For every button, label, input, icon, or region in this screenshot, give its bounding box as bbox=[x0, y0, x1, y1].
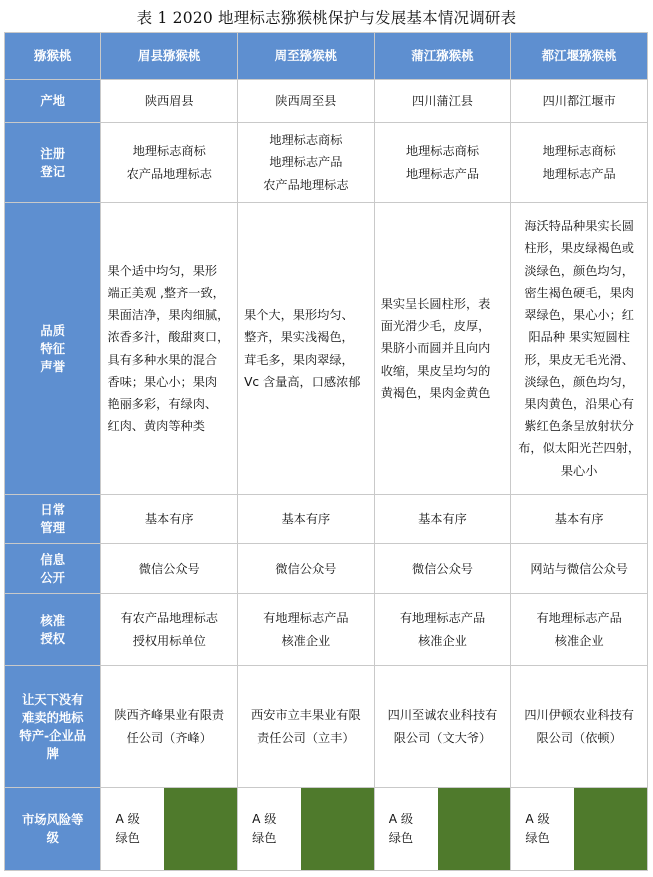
label-line: 核准 bbox=[40, 613, 66, 628]
row-origin bbox=[5, 80, 648, 123]
risk-level: A 级 bbox=[252, 812, 277, 826]
text-line: 面光滑少毛，皮厚， bbox=[380, 319, 491, 334]
cell-quality bbox=[374, 203, 511, 495]
text-line: 艳丽多彩，有绿肉、 bbox=[107, 396, 218, 411]
risk-color-name: 绿色 bbox=[115, 831, 140, 845]
header-row-label: 猕猴桃 bbox=[5, 33, 101, 80]
cell-authorization bbox=[374, 594, 511, 666]
text-line: 农产品地理标志 bbox=[263, 177, 349, 192]
cell-registration bbox=[238, 123, 375, 203]
row-quality bbox=[5, 203, 648, 495]
text-line: 密生褐色硬毛，果肉 bbox=[524, 285, 634, 300]
text-line: 香味；果心小；果肉 bbox=[107, 374, 218, 389]
risk-level: A 级 bbox=[115, 812, 140, 826]
cell-origin: 陕西眉县 bbox=[101, 80, 238, 123]
risk-color-name: 绿色 bbox=[388, 831, 414, 845]
text-line: 海沃特品种果实长圆 bbox=[524, 219, 634, 234]
row-registration bbox=[5, 123, 648, 203]
cell-brand bbox=[511, 666, 648, 788]
text-line: 授权用标单位 bbox=[132, 633, 206, 648]
text-line: 有地理标志产品 bbox=[399, 611, 486, 626]
text-line: 地理标志产品 bbox=[542, 166, 616, 181]
text-line: 四川伊顿农业科技有 bbox=[524, 708, 634, 723]
row-management bbox=[5, 495, 648, 544]
text-line: Vc 含量高，口感浓郁 bbox=[244, 374, 361, 389]
cell-authorization bbox=[101, 594, 238, 666]
text-line: 四川至诚农业科技有 bbox=[387, 708, 498, 723]
text-line: 有农产品地理标志 bbox=[120, 611, 218, 626]
text-line: 柱形，果皮绿褐色或 bbox=[524, 241, 634, 256]
text-line: 黄褐色，果肉金黄色 bbox=[380, 385, 491, 400]
risk-swatch bbox=[574, 788, 647, 870]
text-line: 陕西齐峰果业有限责 bbox=[114, 708, 225, 723]
cell-quality bbox=[101, 203, 238, 495]
risk-text bbox=[511, 788, 574, 870]
text-line: 限公司（依顿） bbox=[536, 730, 622, 745]
text-line: 核准企业 bbox=[281, 633, 331, 648]
cell-risk bbox=[511, 788, 648, 871]
label-line: 难卖的地标 bbox=[21, 710, 84, 725]
text-line: 形，果皮无毛光滑、 bbox=[524, 352, 634, 367]
text-line: 整齐，果实浅褐色， bbox=[244, 330, 354, 345]
label-line: 注册 bbox=[40, 146, 66, 161]
cell-origin: 四川都江堰市 bbox=[511, 80, 648, 123]
risk-swatch bbox=[301, 788, 374, 870]
cell-brand bbox=[374, 666, 511, 788]
text-line: 阳品种 果实短圆柱 bbox=[528, 330, 630, 345]
header-col-dujiangyan: 都江堰猕猴桃 bbox=[511, 33, 648, 80]
row-authorization bbox=[5, 594, 648, 666]
survey-table bbox=[4, 32, 648, 871]
text-line: 果实呈长圆柱形，表 bbox=[380, 296, 491, 311]
label-quality bbox=[5, 203, 101, 495]
cell-registration bbox=[511, 123, 648, 203]
label-line: 管理 bbox=[40, 521, 66, 535]
risk-swatch bbox=[164, 788, 237, 870]
text-line: 西安市立丰果业有限 bbox=[251, 708, 361, 723]
label-line: 让天下没有 bbox=[21, 692, 84, 707]
cell-management: 基本有序 bbox=[511, 495, 648, 544]
cell-brand bbox=[101, 666, 238, 788]
label-line: 日常 bbox=[40, 503, 66, 517]
cell-management: 基本有序 bbox=[101, 495, 238, 544]
row-risk bbox=[5, 788, 648, 871]
text-line: 布，似太阳光芒四射， bbox=[518, 441, 641, 456]
label-disclosure bbox=[5, 544, 101, 594]
label-line: 授权 bbox=[40, 631, 66, 646]
risk-text bbox=[375, 788, 438, 870]
cell-registration bbox=[374, 123, 511, 203]
risk-group bbox=[238, 788, 374, 870]
text-line: 茸毛多，果肉翠绿， bbox=[244, 352, 354, 367]
text-line: 核准企业 bbox=[418, 633, 467, 648]
cell-authorization bbox=[511, 594, 648, 666]
label-line: 产地 bbox=[40, 94, 66, 108]
cell-management: 基本有序 bbox=[238, 495, 375, 544]
cell-disclosure: 微信公众号 bbox=[374, 544, 511, 594]
text-line: 翠绿色，果心小；红 bbox=[524, 308, 634, 323]
text-line: 有地理标志产品 bbox=[263, 611, 349, 626]
risk-color-name: 绿色 bbox=[252, 831, 277, 845]
risk-text bbox=[101, 788, 164, 870]
text-line: 紫红色条呈放射状分 bbox=[524, 419, 634, 434]
cell-risk bbox=[374, 788, 511, 871]
risk-level: A 级 bbox=[525, 812, 550, 826]
cell-disclosure: 微信公众号 bbox=[101, 544, 238, 594]
text-line: 浓香多汁，酸甜爽口， bbox=[107, 330, 230, 345]
cell-risk bbox=[101, 788, 238, 871]
text-line: 地理标志商标 bbox=[542, 144, 616, 159]
text-line: 端正美观 ,整齐一致， bbox=[107, 285, 225, 300]
risk-color-name: 绿色 bbox=[525, 831, 550, 845]
cell-disclosure: 微信公众号 bbox=[238, 544, 375, 594]
header-col-zhouzhi: 周至猕猴桃 bbox=[238, 33, 375, 80]
label-brand bbox=[5, 666, 101, 788]
cell-origin: 四川蒲江县 bbox=[374, 80, 511, 123]
text-line: 具有多种水果的混合 bbox=[107, 352, 218, 367]
text-line: 收缩，果皮呈均匀的 bbox=[380, 363, 491, 378]
text-line: 淡绿色，颜色均匀， bbox=[524, 374, 634, 389]
text-line: 限公司（文大爷） bbox=[393, 730, 492, 745]
label-line: 市场风险等 bbox=[21, 813, 84, 827]
cell-origin: 陕西周至县 bbox=[238, 80, 375, 123]
text-line: 果个大，果形均匀、 bbox=[244, 308, 354, 323]
cell-authorization bbox=[238, 594, 375, 666]
header-row bbox=[5, 33, 648, 80]
label-line: 信息 bbox=[40, 552, 66, 567]
risk-group bbox=[511, 788, 647, 870]
cell-quality bbox=[511, 203, 648, 495]
text-line: 任公司（齐峰） bbox=[126, 730, 212, 745]
cell-registration bbox=[101, 123, 238, 203]
label-line: 特产-企业品 bbox=[19, 728, 87, 743]
label-line: 公开 bbox=[40, 570, 66, 585]
label-line: 品质 bbox=[40, 323, 66, 338]
label-line: 登记 bbox=[40, 164, 66, 179]
cell-brand bbox=[238, 666, 375, 788]
label-origin bbox=[5, 80, 101, 123]
label-line: 特征 bbox=[40, 341, 66, 356]
header-col-meixian: 眉县猕猴桃 bbox=[101, 33, 238, 80]
label-line: 声誉 bbox=[40, 359, 66, 374]
cell-management: 基本有序 bbox=[374, 495, 511, 544]
text-line: 责任公司（立丰） bbox=[257, 730, 355, 745]
text-line: 地理标志商标 bbox=[269, 133, 343, 148]
text-line: 核准企业 bbox=[554, 633, 604, 648]
cell-risk bbox=[238, 788, 375, 871]
text-line: 农产品地理标志 bbox=[126, 166, 212, 181]
label-management bbox=[5, 495, 101, 544]
text-line: 地理标志产品 bbox=[405, 166, 480, 181]
text-line: 地理标志商标 bbox=[132, 144, 206, 159]
label-line: 级 bbox=[46, 831, 59, 845]
text-line: 有地理标志产品 bbox=[536, 611, 622, 626]
risk-swatch bbox=[438, 788, 511, 870]
risk-group bbox=[375, 788, 511, 870]
text-line: 果面洁净，果肉细腻， bbox=[107, 308, 230, 323]
cell-disclosure: 网站与微信公众号 bbox=[511, 544, 648, 594]
risk-level: A 级 bbox=[388, 812, 414, 826]
text-line: 果肉黄色，沿果心有 bbox=[524, 396, 634, 411]
text-line: 果个适中均匀，果形 bbox=[107, 263, 218, 278]
text-line: 地理标志产品 bbox=[269, 155, 343, 170]
label-registration bbox=[5, 123, 101, 203]
text-line: 果心小 bbox=[560, 463, 598, 478]
row-brand bbox=[5, 666, 648, 788]
label-line: 牌 bbox=[46, 746, 59, 761]
text-line: 红肉、黄肉等种类 bbox=[107, 419, 205, 434]
text-line: 地理标志商标 bbox=[405, 144, 480, 159]
cell-quality bbox=[238, 203, 375, 495]
label-risk bbox=[5, 788, 101, 871]
label-authorization bbox=[5, 594, 101, 666]
risk-text bbox=[238, 788, 301, 870]
risk-group bbox=[101, 788, 237, 870]
row-disclosure bbox=[5, 544, 648, 594]
text-line: 果脐小而圆并且向内 bbox=[380, 341, 491, 356]
table-title: 表 1 2020 地理标志猕猴桃保护与发展基本情况调研表 bbox=[136, 9, 517, 27]
text-line: 淡绿色，颜色均匀， bbox=[524, 263, 634, 278]
header-col-pujiang: 蒲江猕猴桃 bbox=[374, 33, 511, 80]
